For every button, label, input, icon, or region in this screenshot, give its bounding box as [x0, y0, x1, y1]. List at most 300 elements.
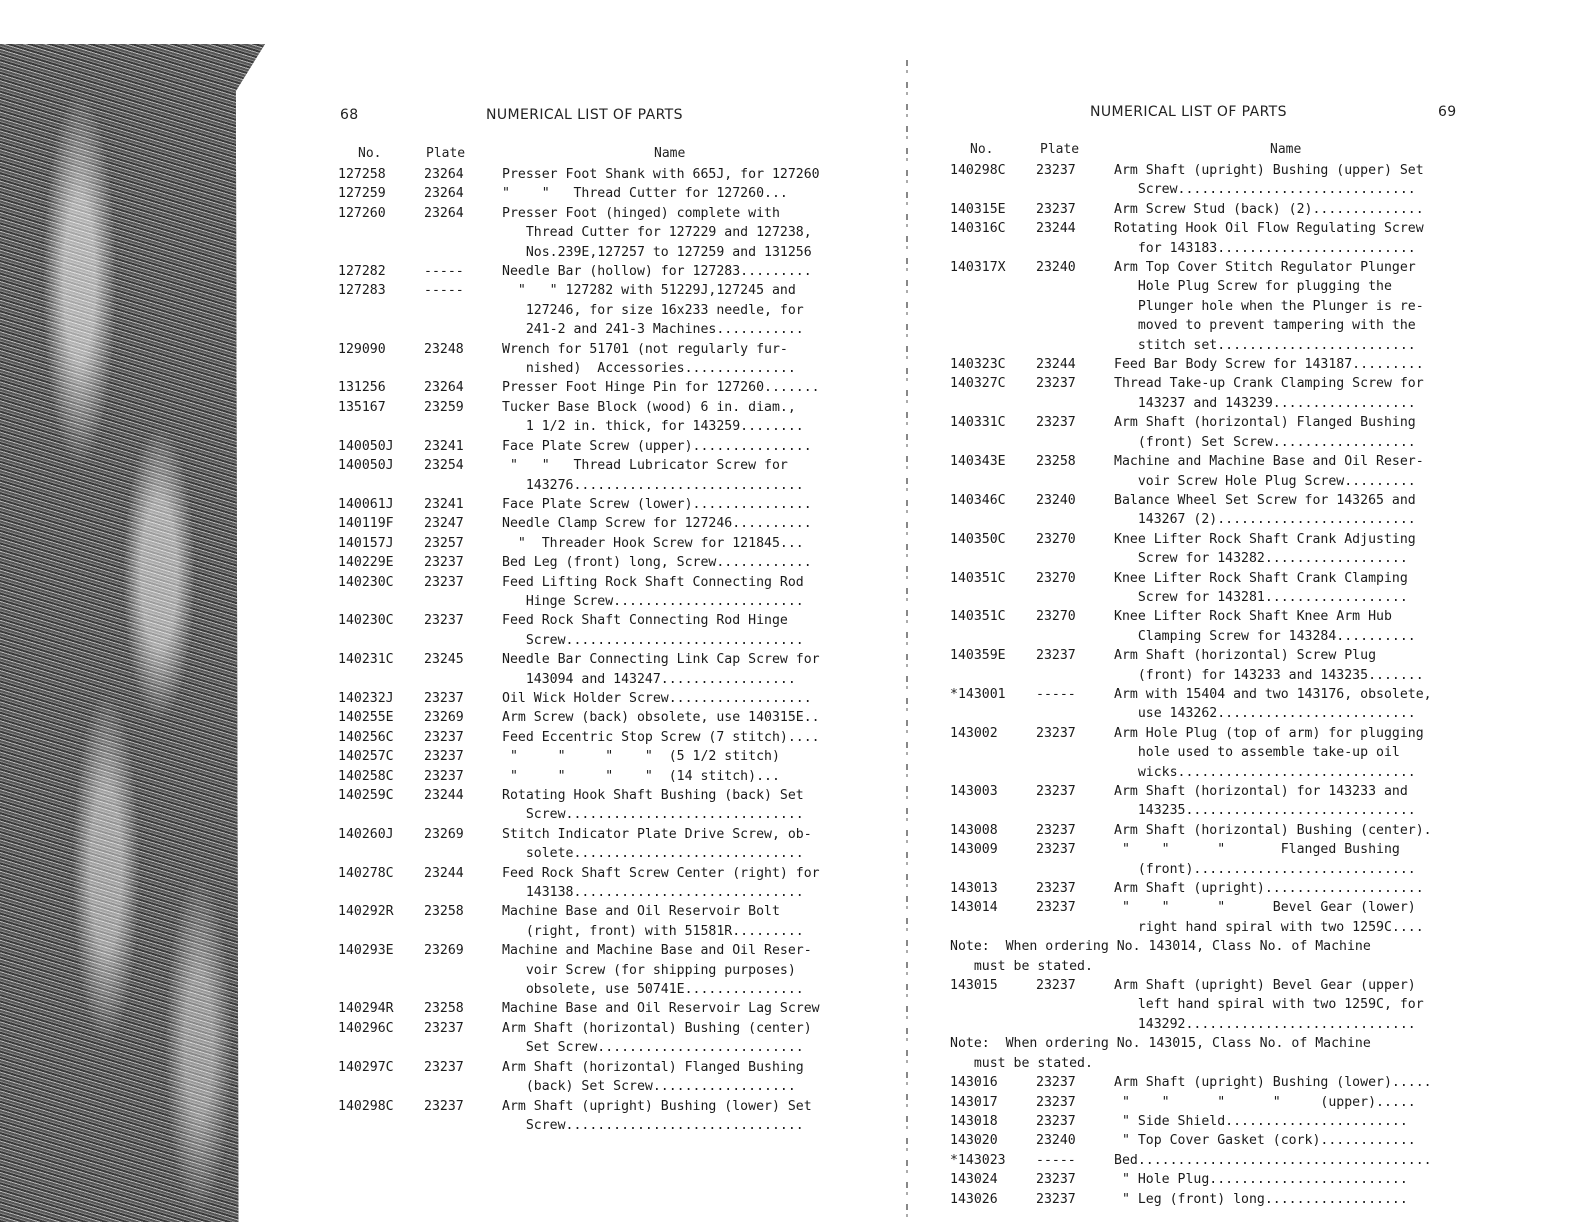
table-row	[338, 728, 852, 747]
table-row	[338, 1019, 852, 1038]
part-number: 140255E	[338, 710, 394, 726]
table-row	[950, 879, 1474, 898]
table-row	[338, 456, 852, 475]
plate-number	[1036, 549, 1114, 568]
part-number	[950, 588, 1036, 607]
part-number	[950, 239, 1036, 258]
table-row	[338, 514, 852, 533]
part-number	[950, 704, 1036, 723]
table-row	[338, 398, 852, 417]
part-number: 131256	[338, 380, 386, 396]
part-name: " " " Flanged Bushing	[1114, 842, 1400, 858]
part-name-continued: Nos.239E,127257 to 127259 and 131256	[502, 244, 812, 260]
part-name: " " " " (14 stitch)...	[502, 768, 780, 784]
plate-number	[1036, 918, 1114, 937]
part-number: 143008	[950, 822, 998, 838]
part-name: Arm Hole Plug (top of arm) for plugging	[1114, 725, 1424, 741]
part-name: " Side Shield.......................	[1114, 1113, 1408, 1129]
part-number	[950, 801, 1036, 820]
plate-number: 23259	[424, 399, 464, 415]
table-row	[950, 1131, 1474, 1150]
part-number: *143023	[950, 1152, 1006, 1168]
table-row	[338, 631, 852, 650]
part-name: Tucker Base Block (wood) 6 in. diam.,	[502, 399, 796, 415]
part-number: 140292R	[338, 904, 394, 920]
part-name-continued: for 143183.........................	[1114, 240, 1416, 256]
plate-number: 23247	[424, 516, 464, 532]
table-row	[338, 961, 852, 980]
part-name: Machine Base and Oil Reservoir Lag Screw	[502, 1001, 820, 1017]
plate-number	[1036, 1015, 1114, 1034]
part-number: 140257C	[338, 749, 394, 765]
part-name: Arm Shaft (upright) Bevel Gear (upper)	[1114, 978, 1416, 994]
part-number	[950, 180, 1036, 199]
table-row	[338, 689, 852, 708]
note-line: must be stated.	[950, 958, 1093, 974]
plate-number: 23237	[424, 555, 464, 571]
part-name: Knee Lifter Rock Shaft Crank Adjusting	[1114, 531, 1416, 547]
part-number	[950, 472, 1036, 491]
table-row	[950, 763, 1474, 782]
part-number: 140296C	[338, 1020, 394, 1036]
part-name: Feed Lifting Rock Shaft Connecting Rod	[502, 574, 804, 590]
part-name: Face Plate Screw (lower)...............	[502, 496, 812, 512]
plate-number: 23244	[1036, 357, 1076, 373]
plate-number	[1036, 433, 1114, 452]
plate-number	[1036, 763, 1114, 782]
part-number: 140260J	[338, 826, 394, 842]
part-number	[950, 995, 1036, 1014]
plate-number	[1036, 180, 1114, 199]
table-row	[950, 219, 1474, 238]
part-name-continued: 127246, for size 16x233 needle, for	[502, 302, 804, 318]
plate-number: 23237	[1036, 842, 1076, 858]
plate-number	[424, 1077, 502, 1096]
part-number: 140278C	[338, 865, 394, 881]
plate-number	[424, 359, 502, 378]
part-number: 140298C	[950, 163, 1006, 178]
table-row	[338, 1116, 852, 1135]
plate-number	[1036, 704, 1114, 723]
part-name: Needle Clamp Screw for 127246..........	[502, 516, 812, 532]
part-number	[338, 476, 424, 495]
plate-number: 23264	[424, 186, 464, 202]
table-row	[338, 476, 852, 495]
plate-number: 23240	[1036, 260, 1076, 276]
part-number: 140327C	[950, 376, 1006, 392]
table-row	[338, 864, 852, 883]
part-name-continued: nished) Accessories..............	[502, 361, 796, 377]
plate-number: 23237	[1036, 201, 1076, 217]
part-name: Arm Shaft (upright) Bushing (lower).....	[1114, 1075, 1432, 1091]
plate-number: 23269	[424, 943, 464, 959]
part-name: " " Thread Cutter for 127260...	[502, 186, 788, 202]
table-row	[950, 782, 1474, 801]
plate-number	[1036, 860, 1114, 879]
part-name-continued: Thread Cutter for 127229 and 127238,	[502, 225, 812, 241]
plate-number: 23237	[1036, 648, 1076, 664]
table-row	[950, 374, 1474, 393]
part-name: " Threader Hook Screw for 121845...	[502, 535, 804, 551]
table-row	[338, 437, 852, 456]
plate-number: 23248	[424, 341, 464, 357]
plate-number	[424, 1038, 502, 1057]
part-number: 140317X	[950, 260, 1006, 276]
note-line: Note: When ordering No. 143014, Class No. of Machine	[950, 939, 1371, 955]
plate-number: 23237	[424, 768, 464, 784]
plate-number: 23237	[1036, 1075, 1076, 1091]
part-number: 140350C	[950, 531, 1006, 547]
part-name-continued: 1 1/2 in. thick, for 143259........	[502, 419, 804, 435]
scan-edge-artifact	[0, 44, 265, 1222]
table-row	[338, 883, 852, 902]
table-row	[950, 472, 1474, 491]
part-number: 140351C	[950, 570, 1006, 586]
table-row	[338, 999, 852, 1018]
table-row	[950, 588, 1474, 607]
table-row	[950, 161, 1474, 180]
plate-number	[1036, 394, 1114, 413]
plate-number	[424, 922, 502, 941]
plate-number	[1036, 801, 1114, 820]
part-name-continued: wicks..............................	[1114, 764, 1416, 780]
part-number	[950, 666, 1036, 685]
part-number	[950, 1015, 1036, 1034]
plate-number	[424, 631, 502, 650]
part-name-continued: stitch set.........................	[1114, 337, 1416, 353]
part-name: Face Plate Screw (upper)...............	[502, 438, 812, 454]
part-name-continued: Screw..............................	[502, 632, 804, 648]
table-row	[338, 922, 852, 941]
table-row	[950, 646, 1474, 665]
part-number	[950, 627, 1036, 646]
table-row	[950, 394, 1474, 413]
table-row	[338, 223, 852, 242]
part-name: " Leg (front) long..................	[1114, 1191, 1408, 1207]
part-number: 140346C	[950, 492, 1006, 508]
table-row	[338, 495, 852, 514]
plate-number	[424, 320, 502, 339]
table-row	[950, 355, 1474, 374]
part-number: 143026	[950, 1191, 998, 1207]
part-number	[338, 922, 424, 941]
part-number	[950, 763, 1036, 782]
plate-number: 23237	[424, 690, 464, 706]
part-number	[338, 301, 424, 320]
part-number: 129090	[338, 341, 386, 357]
part-name: Machine and Machine Base and Oil Reser-	[1114, 454, 1424, 470]
part-number: 140294R	[338, 1001, 394, 1017]
plate-number	[1036, 316, 1114, 335]
plate-number: -----	[424, 283, 464, 299]
part-number	[338, 961, 424, 980]
table-row	[950, 530, 1474, 549]
part-name: Arm Shaft (horizontal) Bushing (center)	[502, 1020, 812, 1036]
table-row	[950, 821, 1474, 840]
part-number: 140061J	[338, 496, 394, 512]
plate-number: 23269	[424, 826, 464, 842]
part-name-continued: Hinge Screw........................	[502, 593, 804, 609]
page-number: 68	[340, 107, 359, 123]
part-number: 140258C	[338, 768, 394, 784]
plate-number	[424, 243, 502, 262]
table-row	[950, 685, 1474, 704]
part-number	[338, 980, 424, 999]
part-number	[338, 359, 424, 378]
part-number	[338, 883, 424, 902]
part-name-continued: (right, front) with 51581R.........	[502, 923, 804, 939]
part-number	[338, 592, 424, 611]
table-row	[950, 1170, 1474, 1189]
part-number	[950, 860, 1036, 879]
part-number: 140256C	[338, 729, 394, 745]
part-name-continued: (front) Set Screw..................	[1114, 434, 1416, 450]
part-number	[338, 670, 424, 689]
plate-number: 23237	[1036, 1113, 1076, 1129]
part-number: 140229E	[338, 555, 394, 571]
plate-number: 23237	[424, 1098, 464, 1114]
part-name: Balance Wheel Set Screw for 143265 and	[1114, 492, 1416, 508]
part-number: 140298C	[338, 1098, 394, 1114]
plate-number	[1036, 995, 1114, 1014]
part-number: 140259C	[338, 788, 394, 803]
part-name: Feed Eccentric Stop Screw (7 stitch)....	[502, 729, 820, 745]
table-row	[338, 1058, 852, 1077]
plate-number	[1036, 666, 1114, 685]
part-name: Knee Lifter Rock Shaft Crank Clamping	[1114, 570, 1408, 586]
part-number: 140157J	[338, 535, 394, 551]
part-name: Presser Foot Shank with 665J, for 127260	[502, 167, 820, 182]
plate-number	[424, 805, 502, 824]
plate-number: 23240	[1036, 1133, 1076, 1149]
part-number: 127260	[338, 205, 386, 221]
plate-number	[1036, 472, 1114, 491]
plate-number	[424, 961, 502, 980]
table-row	[950, 860, 1474, 879]
plate-number: 23237	[1036, 978, 1076, 994]
table-row	[338, 767, 852, 786]
plate-number: 23258	[424, 904, 464, 920]
part-number: 140050J	[338, 438, 394, 454]
plate-number	[1036, 627, 1114, 646]
part-name-continued: Clamping Screw for 143284..........	[1114, 628, 1416, 644]
part-number: 140315E	[950, 201, 1006, 217]
plate-number: 23264	[424, 380, 464, 396]
part-number	[950, 316, 1036, 335]
part-number: 127259	[338, 186, 386, 202]
table-row	[338, 1038, 852, 1057]
table-row	[338, 359, 852, 378]
part-name: Arm Shaft (horizontal) Bushing (center).	[1114, 822, 1432, 838]
part-name-continued: Screw..............................	[502, 1117, 804, 1133]
part-number: 143017	[950, 1094, 998, 1110]
plate-number	[1036, 239, 1114, 258]
part-name: Knee Lifter Rock Shaft Knee Arm Hub	[1114, 609, 1392, 625]
book-gutter	[906, 60, 908, 1222]
plate-number: 23237	[424, 729, 464, 745]
part-number: 140293E	[338, 943, 394, 959]
plate-number: 23245	[424, 652, 464, 668]
table-row	[950, 433, 1474, 452]
table-row	[950, 258, 1474, 277]
table-row	[338, 825, 852, 844]
part-name-continued: 143237 and 143239..................	[1114, 395, 1416, 411]
plate-number: 23237	[1036, 881, 1076, 897]
part-name: Bed.....................................	[1114, 1152, 1432, 1168]
column-header-no: No.	[358, 146, 382, 161]
part-number: 140232J	[338, 690, 394, 706]
parts-list	[338, 165, 852, 1135]
part-name: Feed Rock Shaft Screw Center (right) for	[502, 865, 820, 881]
part-name-continued: (front)............................	[1114, 861, 1416, 877]
note-line: Note: When ordering No. 143015, Class No. of Machine	[950, 1036, 1371, 1052]
table-row	[950, 1151, 1474, 1170]
part-name: " " Thread Lubricator Screw for	[502, 458, 788, 474]
table-row	[338, 1097, 852, 1116]
table-row	[338, 262, 852, 281]
plate-number	[424, 1116, 502, 1135]
part-name: " " " " (upper).....	[1114, 1094, 1416, 1110]
part-name: Arm Top Cover Stitch Regulator Plunger	[1114, 260, 1416, 276]
plate-number: 23264	[424, 205, 464, 221]
plate-number	[1036, 743, 1114, 762]
table-row	[950, 200, 1474, 219]
table-row	[338, 592, 852, 611]
part-name: Machine Base and Oil Reservoir Bolt	[502, 904, 780, 920]
plate-number: 23270	[1036, 531, 1076, 547]
part-number: 143016	[950, 1075, 998, 1091]
table-row	[338, 941, 852, 960]
part-number	[950, 394, 1036, 413]
part-name: Rotating Hook Shaft Bushing (back) Set	[502, 788, 804, 803]
part-number	[950, 743, 1036, 762]
part-number: 140343E	[950, 454, 1006, 470]
table-row	[950, 491, 1474, 510]
table-row	[338, 340, 852, 359]
part-name-continued: Screw for 143282..................	[1114, 551, 1408, 567]
part-number: 140359E	[950, 648, 1006, 664]
plate-number: 23270	[1036, 609, 1076, 625]
plate-number: 23237	[1036, 900, 1076, 916]
table-row	[950, 1015, 1474, 1034]
part-number	[338, 805, 424, 824]
plate-number: 23237	[1036, 1191, 1076, 1207]
plate-number: 23237	[1036, 784, 1076, 799]
plate-number	[424, 844, 502, 863]
plate-number: 23241	[424, 496, 464, 512]
table-row	[338, 902, 852, 921]
part-number: 143009	[950, 842, 998, 858]
table-row	[338, 670, 852, 689]
part-number	[338, 320, 424, 339]
table-row	[950, 297, 1474, 316]
part-name: Arm Shaft (horizontal) Flanged Bushing	[1114, 415, 1416, 431]
part-name: Feed Rock Shaft Connecting Rod Hinge	[502, 613, 788, 629]
table-row	[950, 239, 1474, 258]
part-number	[338, 243, 424, 262]
part-name-continued: left hand spiral with two 1259C, for	[1114, 997, 1424, 1013]
part-name: Wrench for 51701 (not regularly fur-	[502, 341, 788, 357]
part-number	[338, 1077, 424, 1096]
table-row	[338, 184, 852, 203]
table-row	[338, 650, 852, 669]
table-row	[338, 786, 852, 805]
plate-number: -----	[1036, 1152, 1076, 1168]
table-row	[950, 801, 1474, 820]
part-name-continued: solete.............................	[502, 846, 804, 862]
page-title: NUMERICAL LIST OF PARTS	[486, 107, 683, 123]
part-name-continued: 143235.............................	[1114, 803, 1416, 819]
part-number: 127283	[338, 283, 386, 299]
part-name-continued: moved to prevent tampering with the	[1114, 318, 1416, 334]
part-number: 143013	[950, 881, 998, 897]
table-row	[950, 976, 1474, 995]
table-row	[950, 1190, 1474, 1209]
part-name: Arm Shaft (horizontal) for 143233 and	[1114, 784, 1408, 799]
part-name-continued: Screw for 143281..................	[1114, 589, 1408, 605]
table-row	[338, 805, 852, 824]
plate-number	[424, 980, 502, 999]
part-name-continued: Screw..............................	[1114, 182, 1416, 198]
table-row	[338, 980, 852, 999]
table-row	[950, 743, 1474, 762]
table-row	[338, 417, 852, 436]
plate-number	[424, 883, 502, 902]
part-number	[338, 844, 424, 863]
table-row	[338, 844, 852, 863]
part-name: Feed Bar Body Screw for 143187.........	[1114, 357, 1424, 373]
part-name-continued: 143138.............................	[502, 885, 804, 901]
plate-number: 23258	[424, 1001, 464, 1017]
part-number	[950, 297, 1036, 316]
part-number: 143003	[950, 784, 998, 799]
table-row	[950, 510, 1474, 529]
plate-number	[424, 592, 502, 611]
part-number	[338, 417, 424, 436]
part-name-continued: 241-2 and 241-3 Machines...........	[502, 322, 804, 338]
part-name: Machine and Machine Base and Oil Reser-	[502, 943, 812, 959]
part-number	[338, 223, 424, 242]
page-number: 69	[1438, 104, 1457, 120]
part-name-continued: 143292.............................	[1114, 1016, 1416, 1032]
table-row	[338, 611, 852, 630]
part-name-continued: right hand spiral with two 1259C....	[1114, 919, 1424, 935]
part-number	[950, 549, 1036, 568]
plate-number: 23257	[424, 535, 464, 551]
table-row	[950, 336, 1474, 355]
table-row	[950, 898, 1474, 917]
part-name-continued: 143267 (2).........................	[1114, 512, 1416, 528]
plate-number: 23244	[1036, 221, 1076, 237]
table-row	[950, 995, 1474, 1014]
part-name-continued: obsolete, use 50741E...............	[502, 982, 804, 998]
plate-number: 23237	[1036, 725, 1076, 741]
part-name-continued: Screw..............................	[502, 807, 804, 823]
plate-number: 23237	[1036, 1094, 1076, 1110]
part-name: " Top Cover Gasket (cork)............	[1114, 1133, 1416, 1149]
part-name: " " 127282 with 51229J,127245 and	[502, 283, 796, 299]
column-header-plate: Plate	[426, 146, 466, 161]
part-name: Arm Screw Stud (back) (2)..............	[1114, 201, 1424, 217]
part-number	[950, 433, 1036, 452]
part-number: 143024	[950, 1172, 998, 1188]
part-name: Presser Foot (hinged) complete with	[502, 205, 780, 221]
plate-number: -----	[1036, 686, 1076, 702]
plate-number: 23264	[424, 167, 464, 182]
plate-number	[1036, 588, 1114, 607]
part-name-continued: voir Screw Hole Plug Screw.........	[1114, 473, 1416, 489]
plate-number	[424, 301, 502, 320]
